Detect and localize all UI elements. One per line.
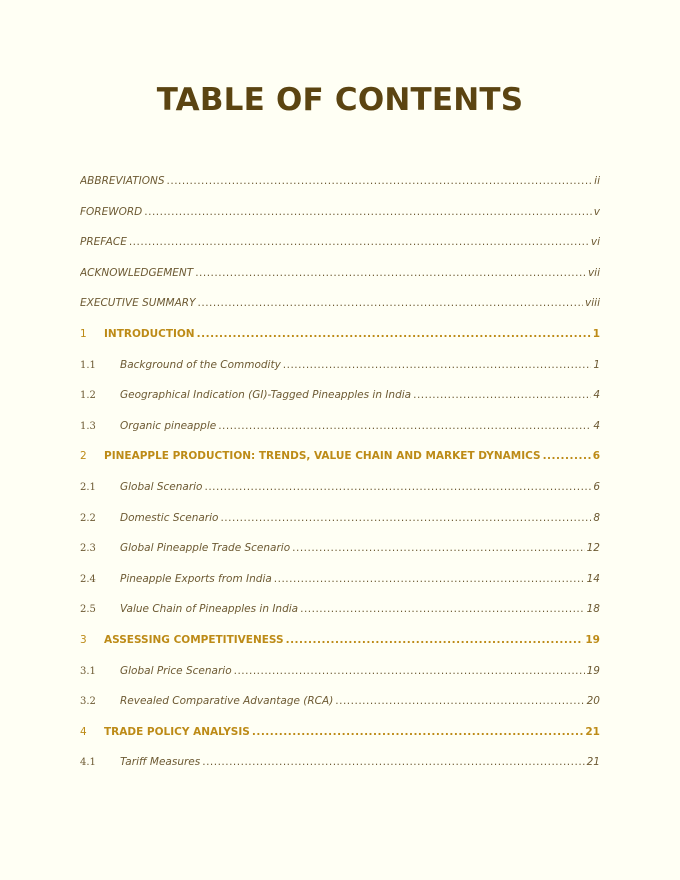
- dot-leader: [195, 263, 586, 283]
- toc-entry-page-number: vii: [587, 266, 600, 279]
- dot-leader: [252, 722, 584, 742]
- toc-entry-page-number: 4: [593, 419, 600, 432]
- toc-entry[interactable]: [80, 477, 600, 508]
- toc-entry-label: Global Pineapple Trade Scenario: [120, 542, 291, 555]
- dot-leader: [274, 569, 585, 589]
- dot-leader: [204, 477, 591, 497]
- toc-entry-page-number: 1: [592, 327, 600, 340]
- dot-leader: [218, 416, 591, 436]
- dot-leader: [413, 385, 591, 405]
- toc-entry[interactable]: [80, 293, 600, 324]
- toc-entry-page-number: 19: [586, 664, 600, 677]
- dot-leader: [129, 232, 589, 252]
- toc-entry[interactable]: [80, 599, 600, 630]
- toc-entry[interactable]: [80, 722, 600, 753]
- toc-entry-page-number: ii: [594, 175, 600, 187]
- toc-entry-number: 4: [80, 725, 87, 738]
- toc-entry[interactable]: [80, 538, 600, 569]
- toc-entry-label: Value Chain of Pineapples in India: [120, 603, 299, 616]
- toc-entry-label: FOREWORD: [80, 205, 143, 218]
- toc-entry-number: 3: [80, 633, 87, 646]
- toc-entry[interactable]: [80, 661, 600, 692]
- toc-entry-number: 2.2: [80, 512, 96, 524]
- toc-entry-page-number: v: [593, 205, 600, 218]
- page-title: TABLE OF CONTENTS: [156, 82, 524, 118]
- toc-entry-page-number: viii: [585, 297, 600, 310]
- dot-leader: [202, 752, 584, 772]
- toc-entry-label: Domestic Scenario: [120, 511, 219, 524]
- toc-entry-number: 2: [80, 450, 87, 463]
- toc-entry-label: ASSESSING COMPETITIVENESS: [104, 633, 284, 646]
- toc-entry-label: PINEAPPLE PRODUCTION: TRENDS, VALUE CHAIN AND MARKET DYNAMICS: [104, 450, 541, 463]
- toc-entry-number: 2.5: [80, 604, 96, 616]
- toc-entry-label: ABBREVIATIONS: [80, 175, 165, 187]
- toc-entry-label: INTRODUCTION: [104, 327, 195, 340]
- toc-entry[interactable]: [80, 630, 600, 661]
- toc-entry-number: 2.1: [80, 481, 96, 493]
- toc-entry-label: Global Price Scenario: [120, 664, 232, 677]
- toc-entry-label: Organic pineapple: [120, 419, 217, 432]
- toc-entry-number: 2.4: [80, 573, 96, 585]
- toc-entry[interactable]: [80, 416, 600, 447]
- toc-entry-page-number: 6: [593, 480, 600, 493]
- toc-entry-label: Global Scenario: [120, 480, 203, 493]
- dot-leader: [167, 171, 593, 191]
- toc-entry-number: 1.3: [80, 420, 96, 432]
- toc-entry-page-number: 21: [586, 756, 600, 769]
- toc-entry-page-number: 8: [593, 511, 600, 524]
- toc-entry-page-number: 19: [585, 633, 600, 646]
- toc-entry-page-number: 20: [586, 695, 600, 708]
- toc-entry-label: Geographical Indication (GI)-Tagged Pineapples in India: [120, 389, 412, 402]
- toc-entry[interactable]: [80, 324, 600, 355]
- toc-entry-page-number: 18: [586, 603, 600, 616]
- toc-entry-page-number: 12: [586, 542, 600, 555]
- dot-leader: [144, 202, 592, 222]
- toc-entry-page-number: 1: [593, 358, 600, 371]
- dot-leader: [286, 630, 584, 650]
- dot-leader: [292, 538, 584, 558]
- dot-leader: [197, 324, 591, 344]
- toc-entry-label: Pineapple Exports from India: [120, 572, 272, 585]
- toc-entry-label: Background of the Commodity: [120, 358, 281, 371]
- toc-entry[interactable]: [80, 569, 600, 600]
- dot-leader: [234, 661, 585, 681]
- toc-entry-page-number: 6: [592, 450, 600, 463]
- toc-entry[interactable]: [80, 385, 600, 416]
- toc-entry-number: 1: [80, 327, 87, 340]
- toc-entry-label: EXECUTIVE SUMMARY: [80, 297, 196, 310]
- toc-entry-label: PREFACE: [80, 236, 127, 249]
- toc-entry[interactable]: [80, 508, 600, 539]
- toc-entry[interactable]: [80, 263, 600, 294]
- toc-entry[interactable]: [80, 691, 600, 722]
- dot-leader: [198, 293, 584, 313]
- toc-entry-number: 3.1: [80, 665, 96, 677]
- toc-entry-label: Tariff Measures: [120, 756, 201, 769]
- toc-entry-page-number: 21: [585, 725, 600, 738]
- toc-entry-label: Revealed Comparative Advantage (RCA): [120, 695, 334, 708]
- dot-leader: [283, 355, 592, 375]
- table-of-contents: [80, 171, 600, 783]
- toc-entry-number: 1.2: [80, 390, 96, 402]
- dot-leader: [335, 691, 584, 711]
- toc-entry-number: 4.1: [80, 757, 96, 769]
- toc-entry[interactable]: [80, 171, 600, 202]
- toc-entry[interactable]: [80, 232, 600, 263]
- toc-entry-number: 3.2: [80, 696, 96, 708]
- toc-entry-page-number: 14: [586, 572, 600, 585]
- toc-entry-number: 1.1: [80, 359, 96, 371]
- toc-entry[interactable]: [80, 752, 600, 783]
- toc-entry-label: TRADE POLICY ANALYSIS: [104, 725, 250, 738]
- toc-entry-page-number: 4: [593, 389, 600, 402]
- toc-entry[interactable]: [80, 446, 600, 477]
- dot-leader: [220, 508, 591, 528]
- toc-entry[interactable]: [80, 202, 600, 233]
- dot-leader: [300, 599, 585, 619]
- toc-entry[interactable]: [80, 355, 600, 386]
- toc-entry-page-number: vi: [590, 236, 600, 249]
- dot-leader: [543, 446, 591, 466]
- toc-entry-label: ACKNOWLEDGEMENT: [80, 266, 194, 279]
- toc-entry-number: 2.3: [80, 543, 96, 555]
